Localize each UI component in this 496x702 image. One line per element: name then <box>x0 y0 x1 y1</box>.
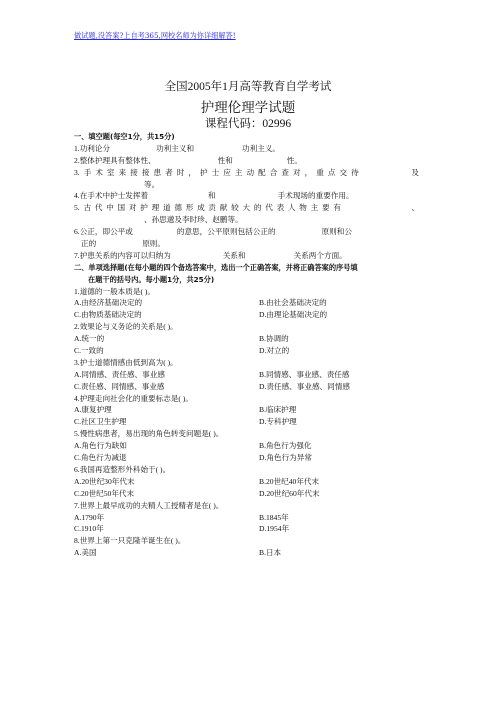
mcq-question: 1.道德的一般本质是( )。 <box>74 286 155 296</box>
mcq-question: 4.护理走向社会化的重要标志是( )。 <box>74 393 193 403</box>
fill-q5-char: 贡 <box>208 203 217 213</box>
fill-q3-char: 接 <box>130 167 138 177</box>
mcq-option-d: D.角色行为异常 <box>259 453 312 463</box>
mcq-option-c: C.社区卫生护理 <box>74 417 127 427</box>
mcq-question: 6.我国再造整形外科始于( )。 <box>74 464 171 474</box>
section2-title-line1: 二、单项选择题(在每小题的四个备选答案中，选出一个正确答案，并将正确答案的序号填 <box>74 262 358 272</box>
fill-q1 <box>74 143 419 155</box>
mcq-option-d: D.专科护理 <box>259 417 297 427</box>
fill-q3-char: 来 <box>118 167 127 177</box>
fill-q7-c: 关系两个方面。 <box>293 250 347 260</box>
mcq-option-a: A.1790年 <box>74 512 105 522</box>
mcq-option-c: C.20世纪50年代末 <box>74 488 135 498</box>
fill-q3-char: 室 <box>106 167 115 177</box>
fill-q5-char: 道 <box>162 203 171 213</box>
mcq-option-c: C.责任感、同情感、事业感 <box>74 381 165 391</box>
mcq-option-d: D.由理论基础决定的 <box>259 310 328 320</box>
mcq-option-d: D.责任感、事业感、同情感 <box>259 381 350 391</box>
fill-q5-char: 要 <box>322 203 330 213</box>
fill-q5-char: 成 <box>197 203 205 213</box>
mcq-option-a: A.同情感、责任感、事业感 <box>74 369 165 379</box>
section1-title: 一、填空题(每空1分，共15分) <box>74 132 175 141</box>
fill-q5-char: 主 <box>310 203 319 213</box>
mcq-question: 5.慢性病患者，易出现的角色转变问题是( )。 <box>74 429 224 439</box>
fill-q3-char: 动 <box>246 167 255 177</box>
fill-q5-char: 中 <box>106 203 114 213</box>
fill-q4 <box>74 190 419 202</box>
fill-q3-char: 主 <box>234 167 243 177</box>
fill-q5-char: 物 <box>299 203 307 213</box>
fill-q3-char: 3. <box>74 167 80 177</box>
mcq-question: 3.护士道德情感由低到高为( )。 <box>74 357 178 367</box>
mcq-option-b: B.角色行为强化 <box>259 441 312 451</box>
fill-q5-char: 形 <box>185 203 194 213</box>
mcq-question: 2.效果论与义务论的关系是( )。 <box>74 322 178 332</box>
exam-content <box>74 131 419 559</box>
fill-q5-char: 对 <box>128 203 137 213</box>
mcq-options-row <box>74 333 419 345</box>
mcq-options-row <box>74 345 419 357</box>
mcq-option-b: B.日本 <box>259 548 282 558</box>
fill-q3-char: 应 <box>223 167 231 177</box>
mcq-option-b: B.由社会基础决定的 <box>259 298 327 308</box>
fill-q3-char: 查 <box>281 167 289 177</box>
mcq-option-a: A.20世纪30年代末 <box>74 476 135 486</box>
fill-q5-char: 护 <box>140 203 148 213</box>
mcq-options-row <box>74 512 419 524</box>
mcq-options-row <box>74 476 419 488</box>
fill-q5-char: 有 <box>333 203 341 213</box>
fill-q5-char: 代 <box>265 203 273 213</box>
fill-q1-b: 功利主义和 <box>156 143 195 153</box>
fill-q7-a: 7.护患关系的内容可以归纳为 <box>74 250 171 260</box>
mcq-options-row <box>74 440 419 452</box>
fill-q5-char: 德 <box>174 203 182 213</box>
fill-q3-char: 配 <box>258 167 266 177</box>
fill-q5-char: 表 <box>276 203 285 213</box>
fill-q5-char: 的 <box>253 203 262 213</box>
mcq-option-d: D.1954年 <box>259 524 290 534</box>
mcq-option-a: A.美国 <box>74 548 97 558</box>
mcq-option-b: B.协调的 <box>259 334 289 344</box>
fill-q3-char: 手 <box>83 167 92 177</box>
mcq-options-row <box>74 404 419 416</box>
fill-q7 <box>74 250 419 262</box>
fill-q3-char: 士 <box>211 167 220 177</box>
mcq-option-c: C.一致的 <box>74 346 104 356</box>
mcq-options-row <box>74 523 419 535</box>
fill-q5-char: 代 <box>94 203 103 213</box>
fill-q5-char: 国 <box>117 203 126 213</box>
fill-q3-line2: 等。 <box>144 179 160 189</box>
fill-q3-char: 者 <box>165 167 173 177</box>
fill-q3-char: 点 <box>327 167 336 177</box>
fill-q3-char: 患 <box>153 167 162 177</box>
fill-q3-char: 对 <box>292 167 301 177</box>
fill-q3-char: 护 <box>199 167 208 177</box>
mcq-option-b: B.临床护理 <box>259 405 297 415</box>
mcq-question: 8.世界上第一只克隆羊诞生在( )。 <box>74 536 186 546</box>
fill-q3-char: ， <box>304 167 313 177</box>
fill-q5-line2: 、孙思邈及李时珍、赵鹏等。 <box>144 215 243 225</box>
fill-q3-line1 <box>74 167 419 179</box>
fill-q3-char: ， <box>188 167 196 177</box>
fill-q6-line2-a: 正的 <box>81 239 97 249</box>
fill-q5-char: 5. <box>74 203 80 213</box>
mcq-option-c: C.角色行为减退 <box>74 453 127 463</box>
mcq-option-a: A.康复护理 <box>74 405 112 415</box>
fill-q5-line1 <box>74 202 419 214</box>
fill-q3-char: 术 <box>95 167 103 177</box>
mcq-options-row <box>74 452 419 464</box>
fill-q5-char: 大 <box>242 203 251 213</box>
course-code: 课程代码：02996 <box>204 118 292 130</box>
fill-q7-b: 关系和 <box>222 250 246 260</box>
fill-q3-char: 时 <box>176 167 185 177</box>
fill-q1-c: 功利主义。 <box>242 143 281 153</box>
fill-q2-c: 性。 <box>286 155 303 165</box>
fill-q5-end: 、 <box>411 203 419 213</box>
mcq-options-row <box>74 547 419 559</box>
fill-q1-a: 1.功利论分 <box>74 143 111 153</box>
mcq-options-row <box>74 369 419 381</box>
fill-q3-char: 待 <box>351 167 359 177</box>
mcq-options-row <box>74 488 419 500</box>
fill-q5-char: 古 <box>83 203 92 213</box>
fill-q6-a: 6.公正，即公平或 <box>74 227 133 237</box>
exam-title: 全国2005年1月高等教育自学考试 <box>164 81 332 93</box>
fill-q4-c: 手术现场的重要作用。 <box>277 191 354 201</box>
mcq-options-row <box>74 297 419 309</box>
fill-q6-line2 <box>74 238 419 250</box>
mcq-option-b: B.同情感、事业感、责任感 <box>259 369 350 379</box>
promo-link[interactable]: 做试题,没答案?上自考365,网校名师为你详细解答! <box>74 31 236 40</box>
fill-q6-line2-b: 原则。 <box>142 239 165 249</box>
fill-q5-char: 较 <box>231 203 239 213</box>
fill-q2 <box>74 155 419 167</box>
mcq-option-a: A.角色行为缺如 <box>74 441 127 451</box>
fill-q6-line1 <box>74 226 419 238</box>
mcq-options-row <box>74 309 419 321</box>
fill-q5-char: 献 <box>219 203 228 213</box>
fill-q5-char: 理 <box>151 203 160 213</box>
subject-title: 护理伦理学试题 <box>200 100 296 115</box>
mcq-options-row <box>74 416 419 428</box>
fill-q4-a: 4.在手术中护士发挥着 <box>74 191 149 201</box>
mcq-list <box>74 286 419 559</box>
fill-q6-c: 原则和公 <box>321 227 352 237</box>
mcq-option-a: A.统一的 <box>74 334 105 344</box>
fill-q3-char: 交 <box>339 167 348 177</box>
mcq-option-a: A.由经济基础决定的 <box>74 298 143 308</box>
fill-q3-end: 及 <box>411 167 419 177</box>
mcq-option-d: D.20世纪60年代末 <box>259 488 320 498</box>
mcq-option-b: B.1845年 <box>259 512 289 522</box>
fill-q6-b: 的意思，公平原则包括公正的 <box>176 227 276 237</box>
fill-q2-a: 2.整体护理具有整体性、 <box>74 155 156 165</box>
fill-q3-char: 重 <box>316 167 324 177</box>
mcq-option-b: B.20世纪40年代末 <box>259 476 320 486</box>
fill-q5-char: 人 <box>287 203 296 213</box>
fill-q3-char: 合 <box>269 167 278 177</box>
fill-q2-b: 性和 <box>217 155 233 165</box>
fill-q4-b: 和 <box>208 191 216 201</box>
mcq-options-row <box>74 381 419 393</box>
fill-q3-char: 接 <box>141 167 150 177</box>
mcq-option-d: D.对立的 <box>259 346 290 356</box>
mcq-option-c: C.1910年 <box>74 524 104 534</box>
mcq-option-c: C.由物质基础决定的 <box>74 310 142 320</box>
section2-title-line2: 在题干的括号内。每小题1分，共25分) <box>88 274 215 284</box>
mcq-question: 7.世界上最早成功的夫精人工授精者是在( )。 <box>74 500 224 510</box>
